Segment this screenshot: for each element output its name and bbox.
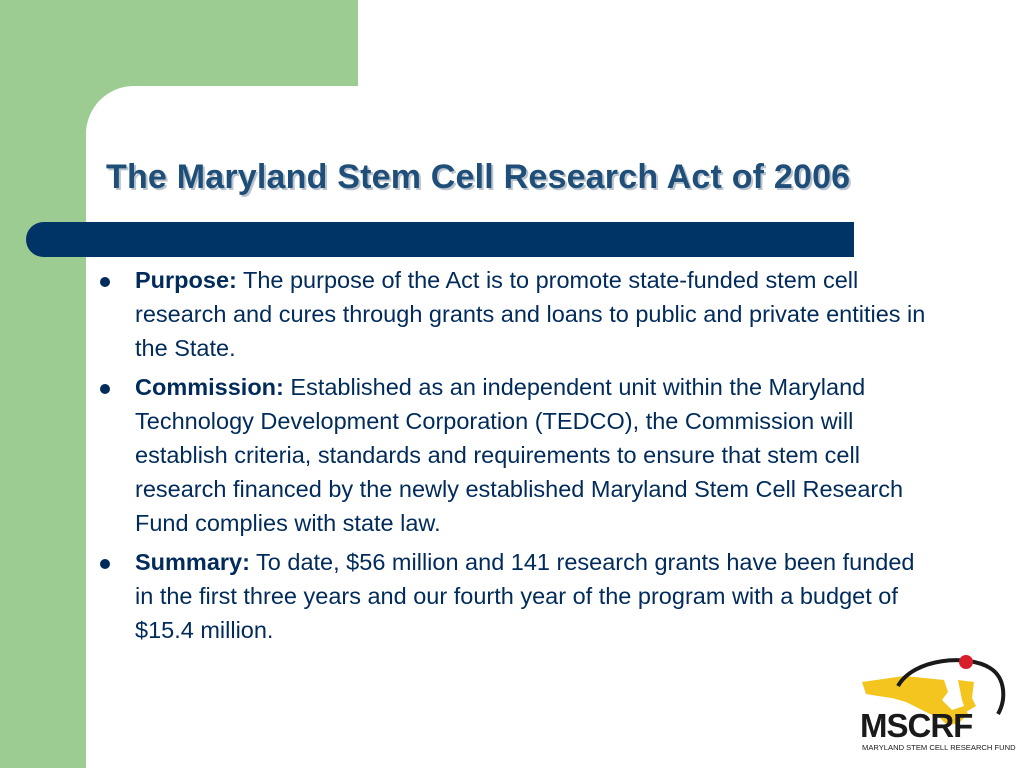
red-dot-icon <box>959 655 973 669</box>
bullet-text: The purpose of the Act is to promote state-funded stem cell research and cures through grants and loans to public and private entities in the State. <box>135 267 926 361</box>
bullet-summary <box>98 545 928 647</box>
bullet-dot-icon <box>100 277 110 287</box>
bullet-dot-icon <box>100 384 110 394</box>
bullet-text: To date, $56 million and 141 research grants have been funded in the first three years and our fourth year of the program with a budget of $15.4 million. <box>135 549 915 643</box>
bullet-label: Commission: <box>135 374 284 400</box>
logo-wordmark: MSCRF <box>860 707 973 744</box>
logo-tagline: MARYLAND STEM CELL RESEARCH FUND <box>862 743 1016 752</box>
bullet-commission <box>98 370 928 540</box>
slide-title: The Maryland Stem Cell Research Act of 2006 <box>106 158 851 196</box>
mscrf-logo <box>856 652 1022 756</box>
bullet-label: Summary: <box>135 549 250 575</box>
bullet-text: Established as an independent unit within the Maryland Technology Development Corporation (TEDCO), the Commission will establish criteria, standards and requirements to ensure that stem cell research financed by the newly established Maryland Stem Cell Research Fund complies with state law. <box>135 374 904 536</box>
bullet-dot-icon <box>100 559 110 569</box>
title-divider-bar <box>26 222 854 257</box>
bullet-list <box>98 263 928 652</box>
mscrf-logo-graphic <box>856 652 1022 756</box>
bullet-label: Purpose: <box>135 267 237 293</box>
bullet-purpose <box>98 263 928 365</box>
